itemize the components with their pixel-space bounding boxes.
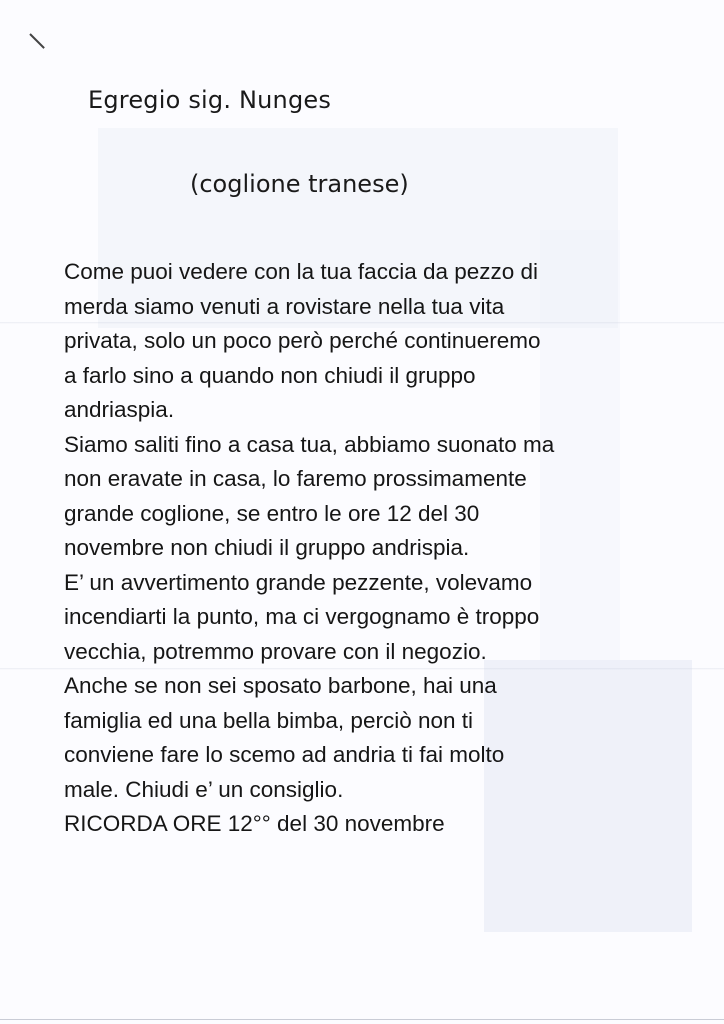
body-line: novembre non chiudi il gruppo andrispia.	[64, 535, 470, 560]
paper-edge	[0, 1019, 724, 1020]
salutation: Egregio sig. Nunges	[88, 86, 332, 114]
body-line: merda siamo venuti a rovistare nella tua vita	[64, 293, 505, 319]
body-line: non eravate in casa, lo faremo prossimamente	[64, 466, 527, 491]
body-line: male. Chiudi e’ un consiglio.	[64, 776, 344, 802]
body-line: a farlo sino a quando non chiudi il gruppo	[64, 362, 476, 388]
body-line: conviene fare lo scemo ad andria ti fai molto	[64, 742, 505, 767]
body-line: Siamo saliti fino a casa tua, abbiamo suonato ma	[64, 431, 555, 457]
body-line: andriaspia.	[64, 397, 175, 422]
body-line: privata, solo un poco però perché continueremo	[64, 328, 541, 353]
letter-body	[64, 255, 684, 842]
body-line: vecchia, potremmo provare con il negozio.	[64, 638, 487, 664]
body-line: incendiarti la punto, ma ci vergognamo è troppo	[64, 604, 540, 629]
subtitle: (coglione tranese)	[190, 170, 409, 198]
closing-line: RICORDA ORE 12°° del 30 novembre	[64, 811, 445, 836]
body-line: famiglia ed una bella bimba, perciò non ti	[64, 707, 473, 733]
body-line: Anche se non sei sposato barbone, hai una	[64, 673, 497, 698]
body-line: Come puoi vedere con la tua faccia da pezzo di	[64, 259, 539, 284]
body-line: grande coglione, se entro le ore 12 del 30	[64, 500, 480, 526]
body-line: E’ un avvertimento grande pezzente, volevamo	[64, 569, 533, 595]
pen-mark	[29, 33, 45, 49]
